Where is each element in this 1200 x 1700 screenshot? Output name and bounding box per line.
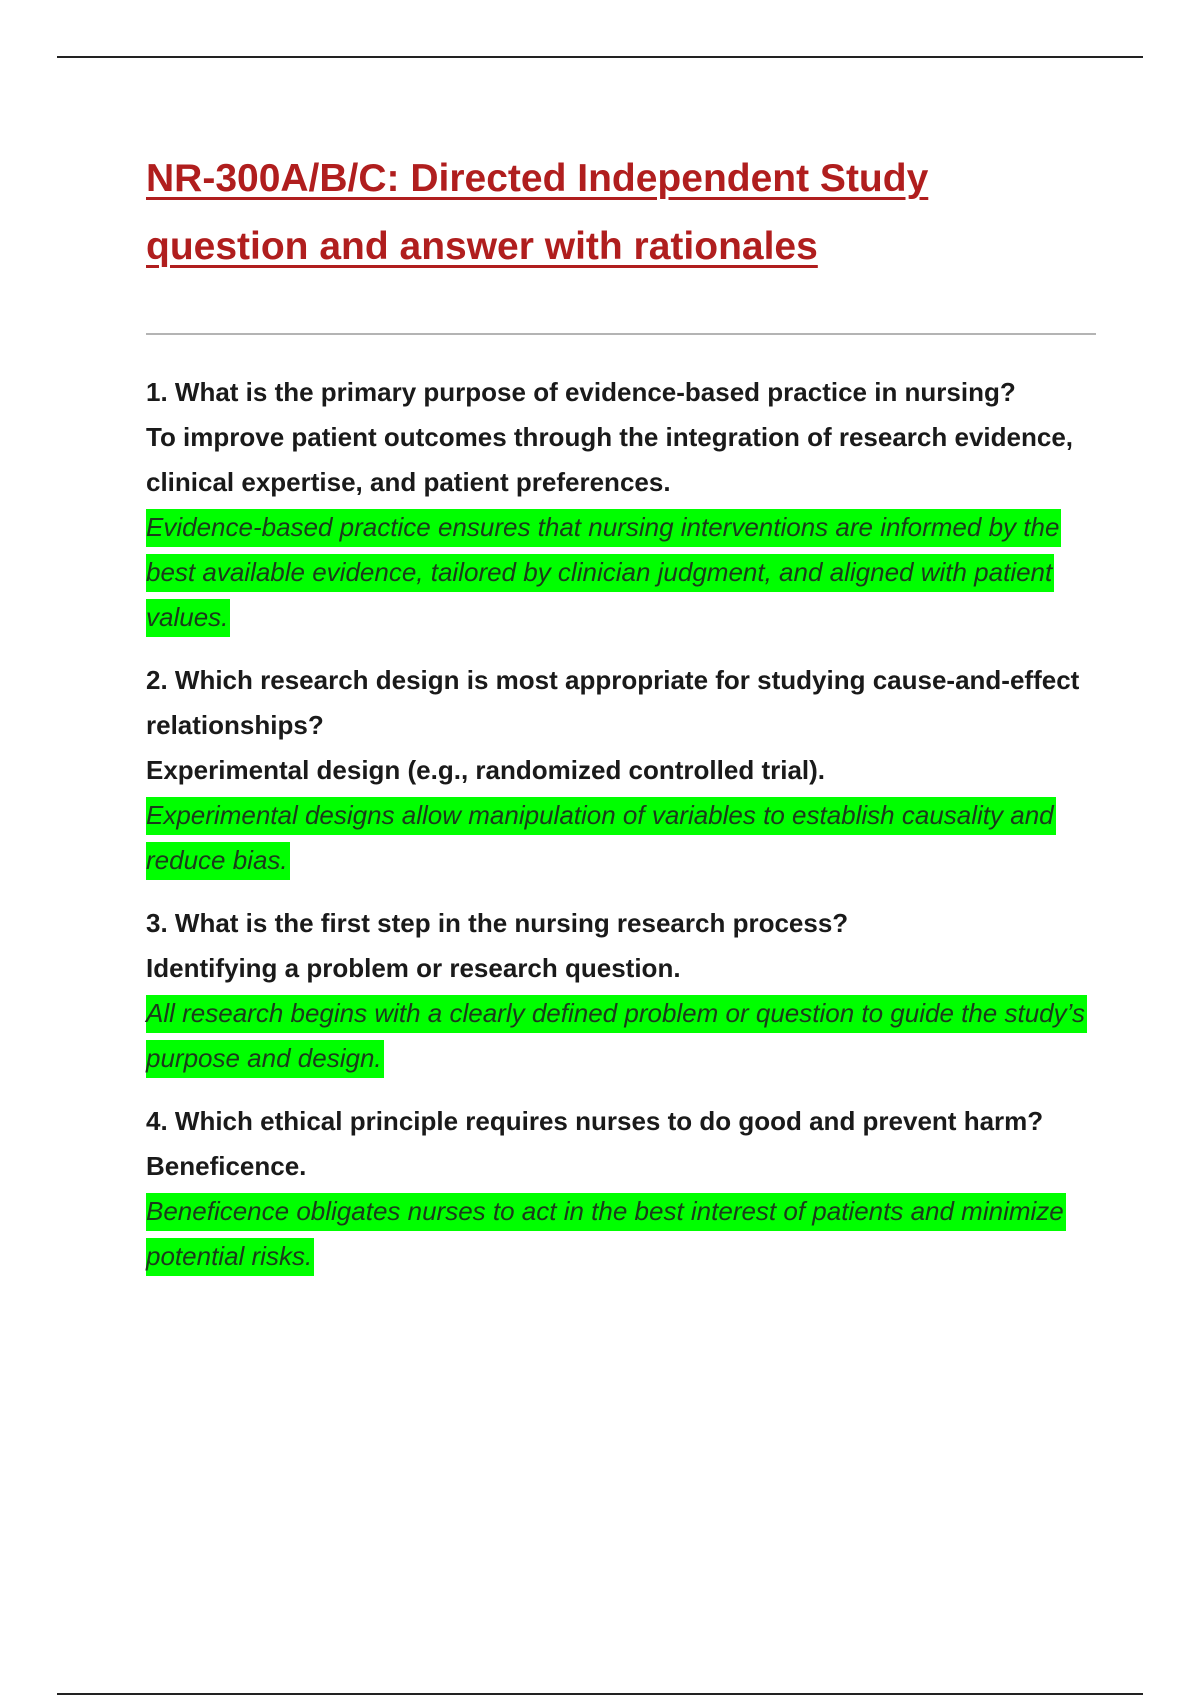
- rationale-text: Beneficence obligates nurses to act in the best interest of patients and minimize potential risks.: [146, 1193, 1066, 1276]
- answer-text: Beneficence.: [146, 1151, 307, 1181]
- question-text: 1. What is the primary purpose of evidence-based practice in nursing?: [146, 377, 1016, 407]
- rationale-block: [146, 991, 1096, 1081]
- qa-item: [146, 658, 1096, 883]
- answer-text: Experimental design (e.g., randomized controlled trial).: [146, 755, 826, 785]
- answer-text: To improve patient outcomes through the integration of research evidence, clinical expertise, and patient preferences.: [146, 422, 1073, 497]
- qa-list: [146, 370, 1096, 1279]
- rationale-text: All research begins with a clearly defined problem or question to guide the study’s purpose and design.: [146, 995, 1087, 1078]
- question-text: 3. What is the first step in the nursing research process?: [146, 908, 849, 938]
- qa-item: [146, 370, 1096, 640]
- bottom-rule: [57, 1693, 1143, 1695]
- rationale-block: [146, 505, 1096, 640]
- answer-text: Identifying a problem or research question.: [146, 953, 681, 983]
- question-text: 4. Which ethical principle requires nurses to do good and prevent harm?: [146, 1106, 1044, 1136]
- top-rule: [57, 56, 1143, 58]
- question-text: 2. Which research design is most appropriate for studying cause-and-effect relationships?: [146, 665, 1080, 740]
- qa-item: [146, 1099, 1096, 1279]
- rationale-text: Evidence-based practice ensures that nursing interventions are informed by the best available evidence, tailored by clinician judgment, and aligned with patient values.: [146, 509, 1061, 637]
- rationale-block: [146, 1189, 1096, 1279]
- rationale-text: Experimental designs allow manipulation of variables to establish causality and reduce bias.: [146, 797, 1056, 880]
- rationale-block: [146, 793, 1096, 883]
- document-title: NR-300A/B/C: Directed Independent Study question and answer with rationales: [146, 157, 929, 268]
- title-divider: [146, 333, 1096, 335]
- qa-item: [146, 901, 1096, 1081]
- document-body: [146, 145, 1096, 1297]
